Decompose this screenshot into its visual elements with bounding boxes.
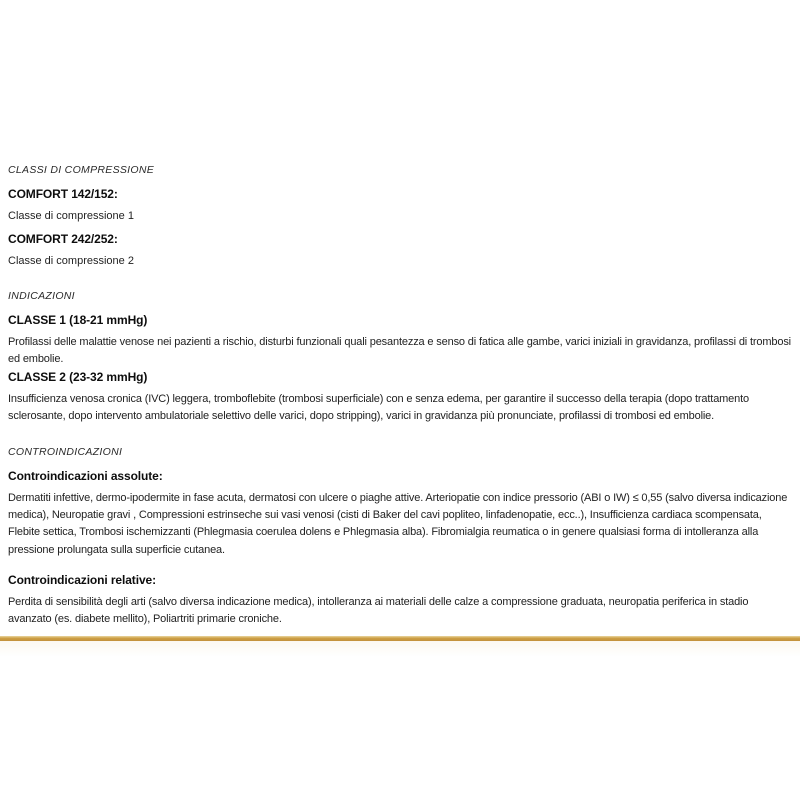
absolute-contraindications-heading: Controindicazioni assolute: — [8, 468, 163, 483]
relative-contraindications-text: Perdita di sensibilità degli arti (salvo diversa indicazione medica), intolleranza ai materiali delle calze a compressione graduata, neuropatia periferica in stadio avanzato (es. diabete mellito), Poliartriti primarie croniche. — [8, 595, 749, 626]
class-1-heading: CLASSE 1 (18-21 mmHg) — [8, 312, 148, 327]
absolute-contraindications-text: Dermatiti infettive, dermo-ipodermite in fase acuta, dermatosi con ulcere o piaghe attive. Arteriopatie con indice pressorio (ABI o IW) ≤ 0,55 (salvo diversa indicazione medica), Neuropatie gravi , Compressioni estrinseche sui vasi venosi (cisti di Baker del cavi popliteo, linfadenopatie, ecc..), Insufficienza cardiaca scompensata, Flebite settica, Trombosi ischemizzanti (Phlegmasia coerulea dolens e Phlegmasia alba). Fibromialgia reumatica o in genere qualsiasi forma di intolleranza alla pressione prolungata sulla superficie cutanea. — [8, 491, 788, 556]
product-class-text-2: Classe di compressione 2 — [8, 254, 134, 267]
relative-contraindications-heading: Controindicazioni relative: — [8, 572, 156, 587]
section-label-compression-classes: CLASSI DI COMPRESSIONE — [8, 164, 155, 176]
class-1-description: Profilassi delle malattie venose nei pazienti a rischio, disturbi funzionali quali pesantezza e senso di fatica alle gambe, varici iniziali in gravidanza, profilassi di trombosi ed embolie. — [8, 335, 791, 365]
section-label-contraindications: CONTROINDICAZIONI — [8, 445, 123, 458]
section-label-indications: INDICAZIONI — [8, 289, 75, 302]
product-heading-comfort-142-152: COMFORT 142/152: — [8, 187, 118, 201]
product-heading-comfort-242-252: COMFORT 242/252: — [8, 231, 118, 246]
product-class-text-1: Classe di compressione 1 — [8, 210, 134, 222]
accent-divider-glow — [0, 641, 800, 657]
class-2-description: Insufficienza venosa cronica (IVC) leggera, tromboflebite (trombosi superficiale) con e senza edema, per garantire il successo della terapia (dopo trattamento sclerosante, dopo intervento ambulatoriale selettivo delle varici, dopo stripping), varici in gravidanza più pronunciate, profilassi di trombosi ed embolie. — [8, 393, 749, 423]
class-2-heading: CLASSE 2 (23-32 mmHg) — [8, 370, 148, 385]
